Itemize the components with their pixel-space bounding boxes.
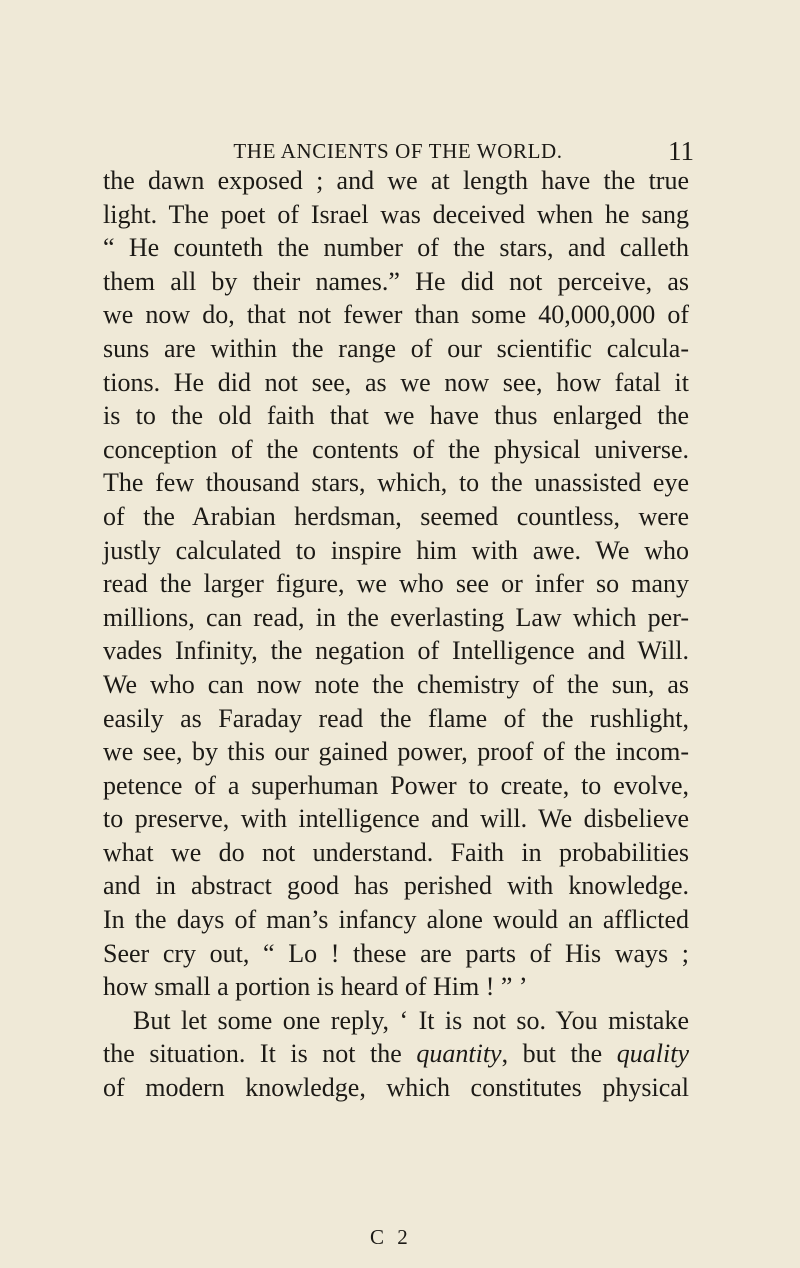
text-line xyxy=(103,802,689,836)
text-segment: read the larger figure, we who see or infer so many xyxy=(103,569,689,599)
italic-text: quantity xyxy=(416,1039,502,1069)
text-line xyxy=(103,903,689,937)
text-line xyxy=(103,433,689,467)
text-segment: we now do, that not fewer than some 40,000,000 of xyxy=(103,300,689,330)
text-segment: suns are within the range of our scientific calcula- xyxy=(103,333,689,363)
text-line xyxy=(103,668,689,702)
text-segment: In the days of man’s infancy alone would an afflicted xyxy=(103,905,689,935)
text-line xyxy=(103,231,689,265)
text-segment: The few thousand stars, which, to the unassisted eye xyxy=(103,468,689,498)
text-line xyxy=(103,601,689,635)
text-line xyxy=(103,399,689,433)
text-line xyxy=(103,1071,689,1105)
text-segment: “ He counteth the number of the stars, and calleth xyxy=(103,233,689,263)
text-segment: to preserve, with intelligence and will. We disbelieve xyxy=(103,804,689,834)
text-segment: , but the xyxy=(501,1039,617,1069)
text-segment: petence of a superhuman Power to create, to evolve, xyxy=(103,770,689,800)
text-line xyxy=(103,937,689,971)
text-line xyxy=(103,869,689,903)
text-line xyxy=(103,1037,689,1071)
text-line xyxy=(103,1004,689,1038)
body-text xyxy=(103,164,689,1105)
text-line xyxy=(103,466,689,500)
text-segment: and in abstract good has perished with knowledge. xyxy=(103,871,689,901)
text-segment: tions. He did not see, as we now see, how fatal it xyxy=(103,367,689,397)
italic-text: quality xyxy=(616,1039,689,1069)
text-line xyxy=(103,500,689,534)
text-segment: millions, can read, in the everlasting Law which per- xyxy=(103,602,689,632)
text-line xyxy=(103,198,689,232)
text-segment: We who can now note the chemistry of the sun, as xyxy=(103,669,689,699)
text-segment: the situation. It is not the xyxy=(103,1039,417,1069)
text-segment: what we do not understand. Faith in probabilities xyxy=(103,837,689,867)
text-segment: is to the old faith that we have thus enlarged the xyxy=(103,401,689,431)
text-segment: But let some one reply, ‘ It is not so. You mistake xyxy=(133,1005,689,1035)
text-segment: of the Arabian herdsman, seemed countless, were xyxy=(103,501,689,531)
text-line xyxy=(103,366,689,400)
text-line xyxy=(103,298,689,332)
text-line xyxy=(103,836,689,870)
text-segment: how small a portion is heard of Him ! ” ’ xyxy=(103,972,528,1002)
text-line xyxy=(103,534,689,568)
text-segment: conception of the contents of the physical universe. xyxy=(103,434,689,464)
text-line xyxy=(103,634,689,668)
text-line xyxy=(103,164,689,198)
text-segment: easily as Faraday read the flame of the rushlight, xyxy=(103,703,689,733)
text-line xyxy=(103,970,689,1004)
text-segment: we see, by this our gained power, proof of the incom- xyxy=(103,737,689,767)
text-line xyxy=(103,769,689,803)
running-head-title: THE ANCIENTS OF THE WORLD. xyxy=(233,139,563,163)
text-segment: of modern knowledge, which constitutes physical xyxy=(103,1073,689,1103)
text-segment: them all by their names.” He did not perceive, as xyxy=(103,266,689,296)
text-segment: the dawn exposed ; and we at length have the true xyxy=(103,166,689,195)
text-segment: light. The poet of Israel was deceived when he sang xyxy=(103,199,689,229)
text-segment: Seer cry out, “ Lo ! these are parts of His ways ; xyxy=(103,938,689,968)
text-line xyxy=(103,702,689,736)
page-number: 11 xyxy=(668,136,694,166)
text-segment: justly calculated to inspire him with awe. We who xyxy=(103,535,689,565)
text-line xyxy=(103,735,689,769)
signature-mark: C 2 xyxy=(370,1225,412,1249)
text-line xyxy=(103,567,689,601)
text-segment: vades Infinity, the negation of Intelligence and Will. xyxy=(103,636,689,666)
text-line xyxy=(103,265,689,299)
text-line xyxy=(103,332,689,366)
